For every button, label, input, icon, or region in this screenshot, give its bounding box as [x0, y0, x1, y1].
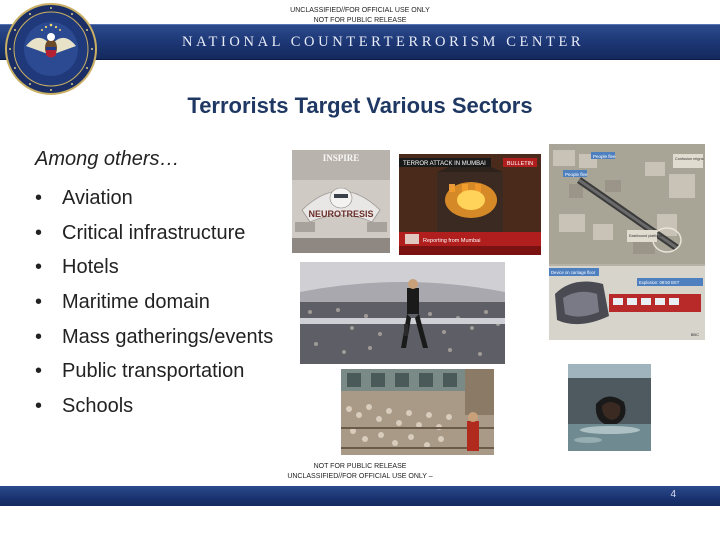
classification-bottom-line1: NOT FOR PUBLIC RELEASE — [313, 463, 407, 470]
map-label-explosion: Explosion: 08:50 BST — [639, 280, 680, 285]
classification-bottom-line2: UNCLASSIFIED//FOR OFFICIAL USE ONLY – — [287, 473, 433, 480]
news-footer: Reporting from Mumbai — [423, 238, 481, 244]
school-image — [341, 369, 494, 455]
maritime-attack-image — [568, 364, 651, 451]
slide-title: Terrorists Target Various Sectors — [187, 93, 533, 118]
classification-header — [0, 6, 720, 26]
page-number: 4 — [670, 489, 676, 500]
organization-title: NATIONAL COUNTERTERRORISM CENTER — [182, 34, 585, 50]
list-item — [35, 181, 273, 216]
bullet-glyph: • — [35, 360, 43, 383]
bullet-glyph: • — [35, 394, 43, 417]
bullet-text: Mass gatherings/events — [62, 325, 274, 348]
bullet-text: Public transportation — [62, 360, 245, 383]
list-item — [35, 250, 273, 285]
list-item — [35, 216, 273, 251]
bullet-text: Hotels — [62, 256, 119, 279]
magazine-caption: NEUROTRESIS — [308, 209, 374, 219]
map-label-people-flee-2: People flee — [565, 172, 588, 177]
hotel-attack-news-image — [399, 154, 541, 255]
map-label-device: Device on carriage floor — [551, 270, 596, 275]
news-tag: BULLETIN — [506, 161, 534, 167]
classification-footer — [0, 462, 720, 482]
footer-bar — [0, 486, 720, 506]
map-label-people-flee-1: People flee — [593, 154, 616, 159]
bullet-text: Aviation — [62, 186, 133, 209]
news-banner: TERROR ATTACK IN MUMBAI — [403, 161, 486, 167]
transport-attack-map-image — [549, 144, 705, 340]
bullet-text: Schools — [62, 394, 134, 417]
bullet-text: Critical infrastructure — [62, 221, 246, 244]
list-item — [35, 285, 273, 320]
svg-text:INSPIRE: INSPIRE — [322, 153, 360, 163]
bullet-text: Maritime domain — [62, 290, 210, 313]
bullet-glyph: • — [35, 186, 43, 209]
nctc-seal-icon — [4, 2, 98, 96]
list-item — [35, 389, 273, 424]
bullet-glyph: • — [35, 290, 43, 313]
map-label-confusion: Confusion reigns — [675, 157, 704, 161]
bullet-glyph: • — [35, 221, 43, 244]
aviation-magazine-image — [292, 150, 390, 253]
list-item — [35, 354, 273, 389]
classification-top-line2: NOT FOR PUBLIC RELEASE — [313, 17, 407, 24]
header-banner — [0, 24, 720, 60]
map-label-platform: Eastbound platform — [629, 234, 662, 238]
intro-text: Among others… — [35, 148, 180, 170]
classification-top-line1: UNCLASSIFIED//FOR OFFICIAL USE ONLY — [290, 7, 430, 14]
map-brand: BBC — [690, 332, 699, 337]
list-item — [35, 320, 273, 355]
bullet-glyph: • — [35, 325, 43, 348]
bullet-glyph: • — [35, 256, 43, 279]
sector-list — [35, 181, 273, 424]
mass-gathering-image — [300, 262, 505, 364]
